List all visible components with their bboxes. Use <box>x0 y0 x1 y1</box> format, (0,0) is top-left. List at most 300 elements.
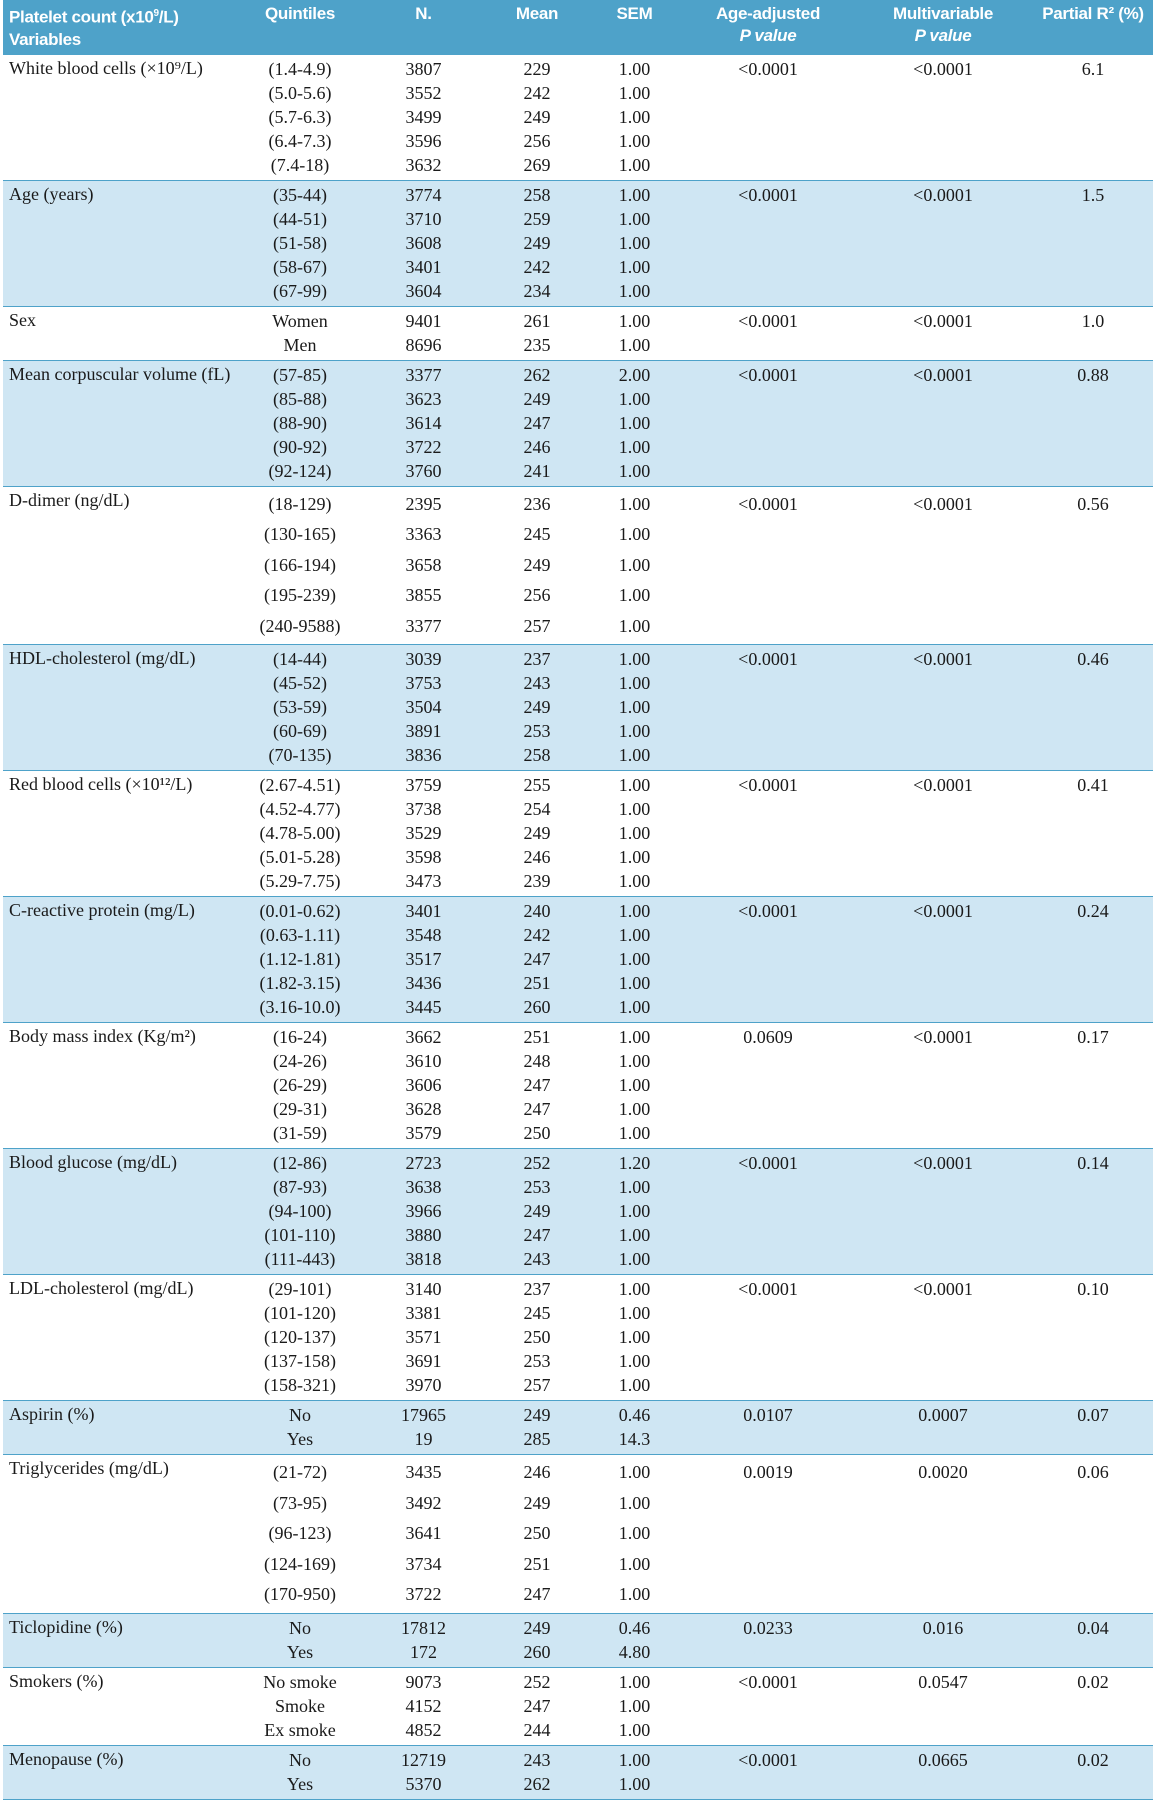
n-value: 3529 <box>405 823 442 844</box>
cell-mean <box>488 1401 586 1455</box>
sem-value: 1.00 <box>618 1523 651 1544</box>
variable-name: Mean corpuscular volume (fL) <box>3 360 241 486</box>
n-value: 3504 <box>405 697 442 718</box>
cats-value: (101-110) <box>264 1225 336 1246</box>
partial-r2-value: 6.1 <box>1081 58 1105 79</box>
mean-value: 285 <box>523 1429 551 1450</box>
cell-sem <box>586 771 683 897</box>
mean-value: 245 <box>523 524 551 545</box>
variable-name: Sex <box>3 306 241 360</box>
sem-value: 1.00 <box>618 1584 651 1605</box>
mean-value: 239 <box>523 871 551 892</box>
cell-age-adjusted-p-value <box>683 1149 853 1275</box>
mean-value: 247 <box>523 1225 551 1246</box>
multivariable-p-value: 0.016 <box>922 1617 964 1638</box>
n-value: 3760 <box>405 460 442 481</box>
n-value: 3377 <box>405 364 442 385</box>
sem-value: 1.00 <box>618 256 651 277</box>
header-partial-r2: Partial R² (%) <box>1042 4 1144 23</box>
sem-value: 1.00 <box>618 997 651 1018</box>
sem-value: 1.00 <box>618 1279 651 1300</box>
cats-value: (1.4-4.9) <box>268 58 332 79</box>
table-row <box>3 1455 1153 1614</box>
n-value: 3401 <box>405 256 442 277</box>
mean-value: 258 <box>523 745 551 766</box>
n-value: 3759 <box>405 775 442 796</box>
n-value: 3436 <box>405 973 442 994</box>
cell-partial-r2-value <box>1033 1455 1153 1614</box>
n-value: 3381 <box>405 1303 442 1324</box>
n-value: 3435 <box>405 1462 442 1483</box>
cell-n <box>359 55 488 181</box>
cell-partial-r2-value <box>1033 1401 1153 1455</box>
cell-partial-r2-value <box>1033 1275 1153 1401</box>
sem-value: 1.00 <box>618 1177 651 1198</box>
cell-cats <box>241 306 359 360</box>
sem-value: 1.00 <box>618 973 651 994</box>
n-value: 3571 <box>405 1327 442 1348</box>
cats-value: (166-194) <box>264 554 336 575</box>
cell-partial-r2-value <box>1033 486 1153 645</box>
partial-r2-value: 0.14 <box>1077 1153 1109 1174</box>
cell-n <box>359 645 488 771</box>
cell-age-adjusted-p-value <box>683 306 853 360</box>
cell-sem <box>586 486 683 645</box>
platelet-count-table <box>3 0 1153 1800</box>
multivariable-p-value: 0.0547 <box>918 1671 968 1692</box>
cats-value: (24-26) <box>273 1051 327 1072</box>
variable-name: Body mass index (Kg/m²) <box>3 1023 241 1149</box>
sem-value: 1.00 <box>618 1749 651 1770</box>
table-row <box>3 180 1153 306</box>
cell-cats <box>241 1275 359 1401</box>
cell-mean <box>488 1455 586 1614</box>
mean-value: 255 <box>523 775 551 796</box>
cats-value: (1.12-1.81) <box>259 949 341 970</box>
header-variables: Platelet count $(x10^9/L)$ Variables <box>9 7 179 49</box>
cats-value: (70-135) <box>268 745 332 766</box>
mean-value: 249 <box>523 1492 551 1513</box>
table-row <box>3 486 1153 645</box>
age-adjusted-p-value: <0.0001 <box>738 364 798 385</box>
cell-mean <box>488 1613 586 1667</box>
cats-value: (88-90) <box>273 412 327 433</box>
age-adjusted-p-value: 0.0609 <box>743 1027 793 1048</box>
cats-value: (58-67) <box>273 256 327 277</box>
cats-value: (96-123) <box>268 1523 332 1544</box>
n-value: 8696 <box>405 334 442 355</box>
sem-value: 1.00 <box>618 615 651 636</box>
cell-n <box>359 1667 488 1745</box>
mean-value: 252 <box>523 1671 551 1692</box>
mean-value: 250 <box>523 1523 551 1544</box>
cell-multivariable-p-value <box>853 1613 1033 1667</box>
n-value: 3691 <box>405 1351 442 1372</box>
mean-value: 258 <box>523 184 551 205</box>
mean-value: 247 <box>523 412 551 433</box>
cats-value: Smoke <box>274 1695 325 1716</box>
sem-value: 4.80 <box>618 1641 651 1662</box>
header-mean: Mean <box>515 4 559 23</box>
mean-value: 241 <box>523 460 551 481</box>
sem-value: 1.00 <box>618 554 651 575</box>
cats-value: (4.78-5.00) <box>259 823 341 844</box>
mean-value: 253 <box>523 1351 551 1372</box>
cell-sem <box>586 55 683 181</box>
partial-r2-value: 0.41 <box>1077 775 1109 796</box>
cell-age-adjusted-p-value <box>683 1613 853 1667</box>
cell-sem <box>586 1667 683 1745</box>
cats-value: (7.4-18) <box>270 154 330 175</box>
mean-value: 252 <box>523 1153 551 1174</box>
cell-mean <box>488 771 586 897</box>
mean-value: 246 <box>523 436 551 457</box>
cell-n <box>359 486 488 645</box>
mean-value: 259 <box>523 208 551 229</box>
cats-value: (90-92) <box>273 436 327 457</box>
sem-value: 1.00 <box>618 1099 651 1120</box>
cats-value: (5.01-5.28) <box>259 847 341 868</box>
sem-value: 1.00 <box>618 1327 651 1348</box>
mean-value: 234 <box>523 280 551 301</box>
table-row <box>3 1613 1153 1667</box>
n-value: 3445 <box>405 997 442 1018</box>
cell-partial-r2-value <box>1033 1745 1153 1799</box>
cats-value: (240-9588) <box>259 615 341 636</box>
header-quintiles: Quintiles <box>264 4 336 23</box>
variable-name: D-dimer (ng/dL) <box>3 486 241 645</box>
mean-value: 250 <box>523 1327 551 1348</box>
n-value: 5370 <box>405 1773 442 1794</box>
cats-value: (5.29-7.75) <box>259 871 341 892</box>
age-adjusted-p-value: <0.0001 <box>738 1671 798 1692</box>
cell-cats <box>241 771 359 897</box>
cell-sem <box>586 1023 683 1149</box>
sem-value: 1.00 <box>618 1051 651 1072</box>
n-value: 9073 <box>405 1671 442 1692</box>
cats-value: (0.63-1.11) <box>259 925 341 946</box>
mean-value: 256 <box>523 585 551 606</box>
sem-value: 1.00 <box>618 721 651 742</box>
cell-partial-r2-value <box>1033 771 1153 897</box>
partial-r2-value: 0.06 <box>1077 1462 1109 1483</box>
sem-value: 1.00 <box>618 280 651 301</box>
cell-multivariable-p-value <box>853 771 1033 897</box>
cell-partial-r2-value <box>1033 897 1153 1023</box>
sem-value: 1.00 <box>618 901 651 922</box>
cell-multivariable-p-value <box>853 55 1033 181</box>
partial-r2-value: 0.24 <box>1077 901 1109 922</box>
cats-value: (53-59) <box>273 697 327 718</box>
multivariable-p-value: <0.0001 <box>913 1153 973 1174</box>
cats-value: (44-51) <box>273 208 327 229</box>
cell-multivariable-p-value <box>853 180 1033 306</box>
cell-mean <box>488 1667 586 1745</box>
sem-value: 1.00 <box>618 1303 651 1324</box>
n-value: 3473 <box>405 871 442 892</box>
n-value: 2723 <box>405 1153 442 1174</box>
n-value: 3638 <box>405 1177 442 1198</box>
mean-value: 242 <box>523 256 551 277</box>
cell-sem <box>586 1455 683 1614</box>
cell-partial-r2-value <box>1033 1023 1153 1149</box>
age-adjusted-p-value: <0.0001 <box>738 1749 798 1770</box>
cell-partial-r2-value <box>1033 1613 1153 1667</box>
mean-value: 249 <box>523 1201 551 1222</box>
table-row <box>3 1745 1153 1799</box>
cats-value: (31-59) <box>273 1123 327 1144</box>
cats-value: (29-101) <box>268 1279 332 1300</box>
mean-value: 240 <box>523 901 551 922</box>
cell-n <box>359 1275 488 1401</box>
table-row <box>3 1149 1153 1275</box>
mean-value: 236 <box>523 493 551 514</box>
n-value: 3579 <box>405 1123 442 1144</box>
cell-mean <box>488 180 586 306</box>
n-value: 3738 <box>405 799 442 820</box>
sem-value: 1.00 <box>618 745 651 766</box>
n-value: 3774 <box>405 184 442 205</box>
mean-value: 243 <box>523 1749 551 1770</box>
variable-name: Ticlopidine (%) <box>3 1613 241 1667</box>
cell-age-adjusted-p-value <box>683 1401 853 1455</box>
cell-mean <box>488 645 586 771</box>
cell-cats <box>241 1455 359 1614</box>
cell-multivariable-p-value <box>853 645 1033 771</box>
cell-mean <box>488 897 586 1023</box>
n-value: 3517 <box>405 949 442 970</box>
variable-name: White blood cells (×10⁹/L) <box>3 55 241 181</box>
cats-value: Yes <box>286 1641 314 1662</box>
cell-sem <box>586 1613 683 1667</box>
cats-value: (51-58) <box>273 232 327 253</box>
multivariable-p-value: <0.0001 <box>913 364 973 385</box>
sem-value: 1.00 <box>618 208 651 229</box>
n-value: 3807 <box>405 58 442 79</box>
cell-mean <box>488 1745 586 1799</box>
cell-multivariable-p-value <box>853 1667 1033 1745</box>
n-value: 3401 <box>405 901 442 922</box>
cats-value: Women <box>272 310 328 331</box>
sem-value: 1.00 <box>618 524 651 545</box>
cats-value: (29-31) <box>273 1099 327 1120</box>
sem-value: 1.00 <box>618 697 651 718</box>
cats-value: (67-99) <box>273 280 327 301</box>
n-value: 3710 <box>405 208 442 229</box>
mean-value: 246 <box>523 1462 551 1483</box>
sem-value: 1.00 <box>618 1553 651 1574</box>
cell-mean <box>488 306 586 360</box>
cell-mean <box>488 1023 586 1149</box>
cell-cats <box>241 1745 359 1799</box>
header-n: N. <box>415 4 432 23</box>
n-value: 3722 <box>405 1584 442 1605</box>
cell-mean <box>488 1149 586 1275</box>
sem-value: 1.00 <box>618 799 651 820</box>
n-value: 3836 <box>405 745 442 766</box>
cell-age-adjusted-p-value <box>683 486 853 645</box>
n-value: 3492 <box>405 1492 442 1513</box>
n-value: 3662 <box>405 1027 442 1048</box>
sem-value: 1.00 <box>618 412 651 433</box>
n-value: 3039 <box>405 649 442 670</box>
cats-value: Yes <box>286 1773 314 1794</box>
cell-multivariable-p-value <box>853 897 1033 1023</box>
multivariable-p-value: <0.0001 <box>913 901 973 922</box>
sem-value: 1.00 <box>618 184 651 205</box>
n-value: 3628 <box>405 1099 442 1120</box>
sem-value: 1.00 <box>618 925 651 946</box>
age-adjusted-p-value: <0.0001 <box>738 493 798 514</box>
mean-value: 253 <box>523 721 551 742</box>
cats-value: (6.4-7.3) <box>268 130 332 151</box>
partial-r2-value: 0.17 <box>1077 1027 1109 1048</box>
cell-multivariable-p-value <box>853 1149 1033 1275</box>
variable-name: Age (years) <box>3 180 241 306</box>
cell-partial-r2-value <box>1033 180 1153 306</box>
cell-n <box>359 1613 488 1667</box>
cell-sem <box>586 1401 683 1455</box>
header-sem: SEM <box>616 4 653 23</box>
cats-value: (137-158) <box>264 1351 336 1372</box>
sem-value: 1.00 <box>618 310 651 331</box>
cell-cats <box>241 1667 359 1745</box>
sem-value: 1.00 <box>618 949 651 970</box>
n-value: 3753 <box>405 673 442 694</box>
sem-value: 1.00 <box>618 775 651 796</box>
cell-age-adjusted-p-value <box>683 1023 853 1149</box>
sem-value: 1.20 <box>618 1153 651 1174</box>
n-value: 3632 <box>405 154 442 175</box>
mean-value: 260 <box>523 997 551 1018</box>
cell-age-adjusted-p-value <box>683 1455 853 1614</box>
age-adjusted-p-value: <0.0001 <box>738 1153 798 1174</box>
cell-age-adjusted-p-value <box>683 55 853 181</box>
sem-value: 1.00 <box>618 1225 651 1246</box>
mean-value: 249 <box>523 1405 551 1426</box>
age-adjusted-p-value: <0.0001 <box>738 901 798 922</box>
cats-value: No <box>289 1405 311 1426</box>
n-value: 3140 <box>405 1279 442 1300</box>
sem-value: 1.00 <box>618 130 651 151</box>
multivariable-p-value: 0.0020 <box>918 1462 968 1483</box>
mean-value: 249 <box>523 697 551 718</box>
cats-value: (130-165) <box>264 524 336 545</box>
table-row <box>3 360 1153 486</box>
mean-value: 247 <box>523 1695 551 1716</box>
header-row <box>3 0 1153 55</box>
mean-value: 243 <box>523 1249 551 1270</box>
header-multivariable-p: Multivariable P value <box>892 4 994 45</box>
sem-value: 1.00 <box>618 1201 651 1222</box>
cell-multivariable-p-value <box>853 1275 1033 1401</box>
cats-value: (45-52) <box>273 673 327 694</box>
n-value: 3641 <box>405 1523 442 1544</box>
n-value: 3548 <box>405 925 442 946</box>
cats-value: (170-950) <box>264 1584 336 1605</box>
table-row <box>3 897 1153 1023</box>
cell-age-adjusted-p-value <box>683 645 853 771</box>
cats-value: (14-44) <box>273 649 327 670</box>
multivariable-p-value: <0.0001 <box>913 775 973 796</box>
multivariable-p-value: <0.0001 <box>913 649 973 670</box>
partial-r2-value: 0.88 <box>1077 364 1109 385</box>
mean-value: 245 <box>523 1303 551 1324</box>
sem-value: 1.00 <box>618 334 651 355</box>
variable-name: C-reactive protein (mg/L) <box>3 897 241 1023</box>
n-value: 12719 <box>401 1749 446 1770</box>
n-value: 3363 <box>405 524 442 545</box>
cats-value: Ex smoke <box>264 1719 336 1740</box>
mean-value: 244 <box>523 1719 551 1740</box>
mean-value: 257 <box>523 1375 551 1396</box>
cell-partial-r2-value <box>1033 306 1153 360</box>
n-value: 3614 <box>405 412 442 433</box>
cell-age-adjusted-p-value <box>683 1667 853 1745</box>
cats-value: (57-85) <box>273 364 327 385</box>
partial-r2-value: 0.04 <box>1077 1617 1109 1638</box>
age-adjusted-p-value: <0.0001 <box>738 1279 798 1300</box>
sem-value: 1.00 <box>618 871 651 892</box>
mean-value: 251 <box>523 973 551 994</box>
cell-n <box>359 771 488 897</box>
cell-cats <box>241 1613 359 1667</box>
mean-value: 250 <box>523 1123 551 1144</box>
n-value: 4852 <box>405 1719 442 1740</box>
cell-n <box>359 1023 488 1149</box>
cell-n <box>359 306 488 360</box>
mean-value: 249 <box>523 106 551 127</box>
mean-value: 246 <box>523 847 551 868</box>
cell-age-adjusted-p-value <box>683 180 853 306</box>
cell-multivariable-p-value <box>853 1745 1033 1799</box>
variable-name: Aspirin (%) <box>3 1401 241 1455</box>
n-value: 3722 <box>405 436 442 457</box>
cell-sem <box>586 360 683 486</box>
sem-value: 1.00 <box>618 1351 651 1372</box>
table-row <box>3 771 1153 897</box>
mean-value: 247 <box>523 949 551 970</box>
multivariable-p-value: 0.0007 <box>918 1405 968 1426</box>
age-adjusted-p-value: <0.0001 <box>738 58 798 79</box>
cell-cats <box>241 645 359 771</box>
mean-value: 237 <box>523 649 551 670</box>
age-adjusted-p-value: 0.0233 <box>743 1617 793 1638</box>
n-value: 3855 <box>405 585 442 606</box>
cell-mean <box>488 55 586 181</box>
variable-name: LDL-cholesterol (mg/dL) <box>3 1275 241 1401</box>
multivariable-p-value: <0.0001 <box>913 1027 973 1048</box>
table-row <box>3 306 1153 360</box>
mean-value: 249 <box>523 232 551 253</box>
sem-value: 1.00 <box>618 388 651 409</box>
cell-partial-r2-value <box>1033 55 1153 181</box>
sem-value: 1.00 <box>618 1462 651 1483</box>
header-age-adjusted-p: Age-adjusted P value <box>715 4 821 45</box>
cell-n <box>359 1149 488 1275</box>
sem-value: 1.00 <box>618 1695 651 1716</box>
mean-value: 242 <box>523 925 551 946</box>
age-adjusted-p-value: <0.0001 <box>738 649 798 670</box>
mean-value: 235 <box>523 334 551 355</box>
cats-value: (111-443) <box>264 1249 336 1270</box>
mean-value: 248 <box>523 1051 551 1072</box>
sem-value: 1.00 <box>618 436 651 457</box>
cell-sem <box>586 180 683 306</box>
partial-r2-value: 0.10 <box>1077 1279 1109 1300</box>
cell-n <box>359 360 488 486</box>
multivariable-p-value: <0.0001 <box>913 58 973 79</box>
